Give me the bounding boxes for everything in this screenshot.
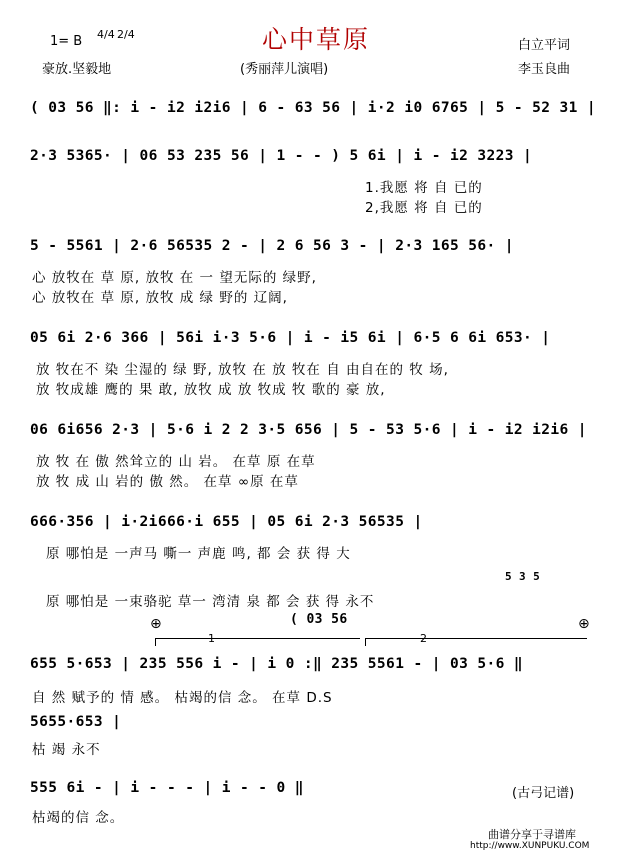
watermark-text: 曲谱分享于寻谱库 bbox=[488, 828, 576, 841]
lyrics-row-8: 枯 竭 永不 bbox=[32, 742, 101, 758]
key-signature: 1= B bbox=[50, 34, 83, 49]
notation-row-4: 05 6i 2·6 366 | 56i i·3 5·6 | i - i5 6i | 6·5 6 6i 653· | bbox=[30, 330, 551, 346]
lyrics-row-6-verse-1: 原 哪怕是 一声马 嘶一 声鹿 鸣, 都 会 获 得 大 bbox=[46, 546, 351, 562]
lyricist-credit: 白立平词 bbox=[518, 38, 571, 53]
lyrics-row-7: 自 然 赋予的 情 感。 枯竭的信 念。 在草 D.S bbox=[32, 690, 333, 706]
volta-line-1 bbox=[155, 638, 360, 639]
coda-sign-icon: ⊕ bbox=[150, 616, 162, 632]
notation-row-5: 06 6i656 2·3 | 5·6 i 2 2 3·5 656 | 5 - 53 5·6 | i - i2 i2i6 | bbox=[30, 422, 587, 438]
notation-intro-reprise: ( 03 56 bbox=[290, 612, 348, 627]
watermark-url[interactable]: http://www.XUNPUKU.COM bbox=[470, 841, 590, 851]
notation-row-9: 555 6i - | i - - - | i - - 0 ‖ bbox=[30, 780, 304, 796]
lyrics-row-2-verse-1: 1.我愿 将 自 已的 bbox=[365, 180, 483, 196]
volta-number-2: 2 bbox=[420, 632, 427, 645]
volta-bracket-1 bbox=[155, 638, 156, 646]
time-sig-text-2: 2/4 bbox=[117, 28, 135, 41]
volta-number-1: 1 bbox=[208, 632, 215, 645]
lyrics-row-3-verse-2: 心 放牧在 草 原, 放牧 成 绿 野的 辽阔, bbox=[32, 290, 288, 306]
notation-row-8: 5655·653 | bbox=[30, 714, 122, 730]
volta-line-2 bbox=[365, 638, 587, 639]
lyrics-row-3-verse-1: 心 放牧在 草 原, 放牧 在 一 望无际的 绿野, bbox=[32, 270, 317, 286]
notation-row-3: 5 - 5561 | 2·6 56535 2 - | 2 6 56 3 - | 2·3 165 56· | bbox=[30, 238, 514, 254]
notation-row-1: ( 03 56 ‖: i - i2 i2i6 | 6 - 63 56 | i·2 i0 6765 | 5 - 52 31 | bbox=[30, 100, 597, 116]
composer-credit: 李玉良曲 bbox=[518, 62, 571, 77]
performance-style: 豪放.坚毅地 bbox=[42, 62, 112, 77]
lyrics-row-5-verse-2: 放 牧 成 山 岩的 傲 然。 在草 ∞原 在草 bbox=[36, 474, 299, 490]
lyrics-row-5-verse-1: 放 牧 在 傲 然耸立的 山 岩。 在草 原 在草 bbox=[36, 454, 316, 470]
coda-sign-icon-2: ⊕ bbox=[578, 616, 590, 632]
performer-credit: (秀丽萍儿演唱) bbox=[240, 62, 329, 77]
volta-bracket-2 bbox=[365, 638, 366, 646]
time-sig-text: 4/4 bbox=[97, 28, 115, 41]
alternate-notes: 5 3 5 bbox=[505, 570, 541, 583]
lyrics-row-4-verse-2: 放 牧成雄 鹰的 果 敢, 放牧 成 放 牧成 牧 歌的 豪 放, bbox=[36, 382, 386, 398]
transcriber-credit: (古弓记谱) bbox=[512, 786, 575, 801]
lyrics-row-2-verse-2: 2,我愿 将 自 已的 bbox=[365, 200, 483, 216]
lyrics-row-9: 枯竭的信 念。 bbox=[32, 810, 125, 826]
song-title: 心中草原 bbox=[261, 25, 370, 54]
notation-row-7: 655 5·653 | 235 556 i - | i 0 :‖ 235 5561 - | 03 5·6 ‖ bbox=[30, 656, 524, 672]
lyrics-row-6-verse-2: 原 哪怕是 一束骆驼 草一 湾清 泉 都 会 获 得 永不 bbox=[46, 594, 375, 610]
notation-row-2: 2·3 5365· | 06 53 235 56 | 1 - - ) 5 6i | i - i2 3223 | bbox=[30, 148, 533, 164]
lyrics-row-4-verse-1: 放 牧在不 染 尘湿的 绿 野, 放牧 在 放 牧在 自 由自在的 牧 场, bbox=[36, 362, 449, 378]
notation-row-6: 666·356 | i·2i666·i 655 | 05 6i 2·3 56535 | bbox=[30, 514, 423, 530]
